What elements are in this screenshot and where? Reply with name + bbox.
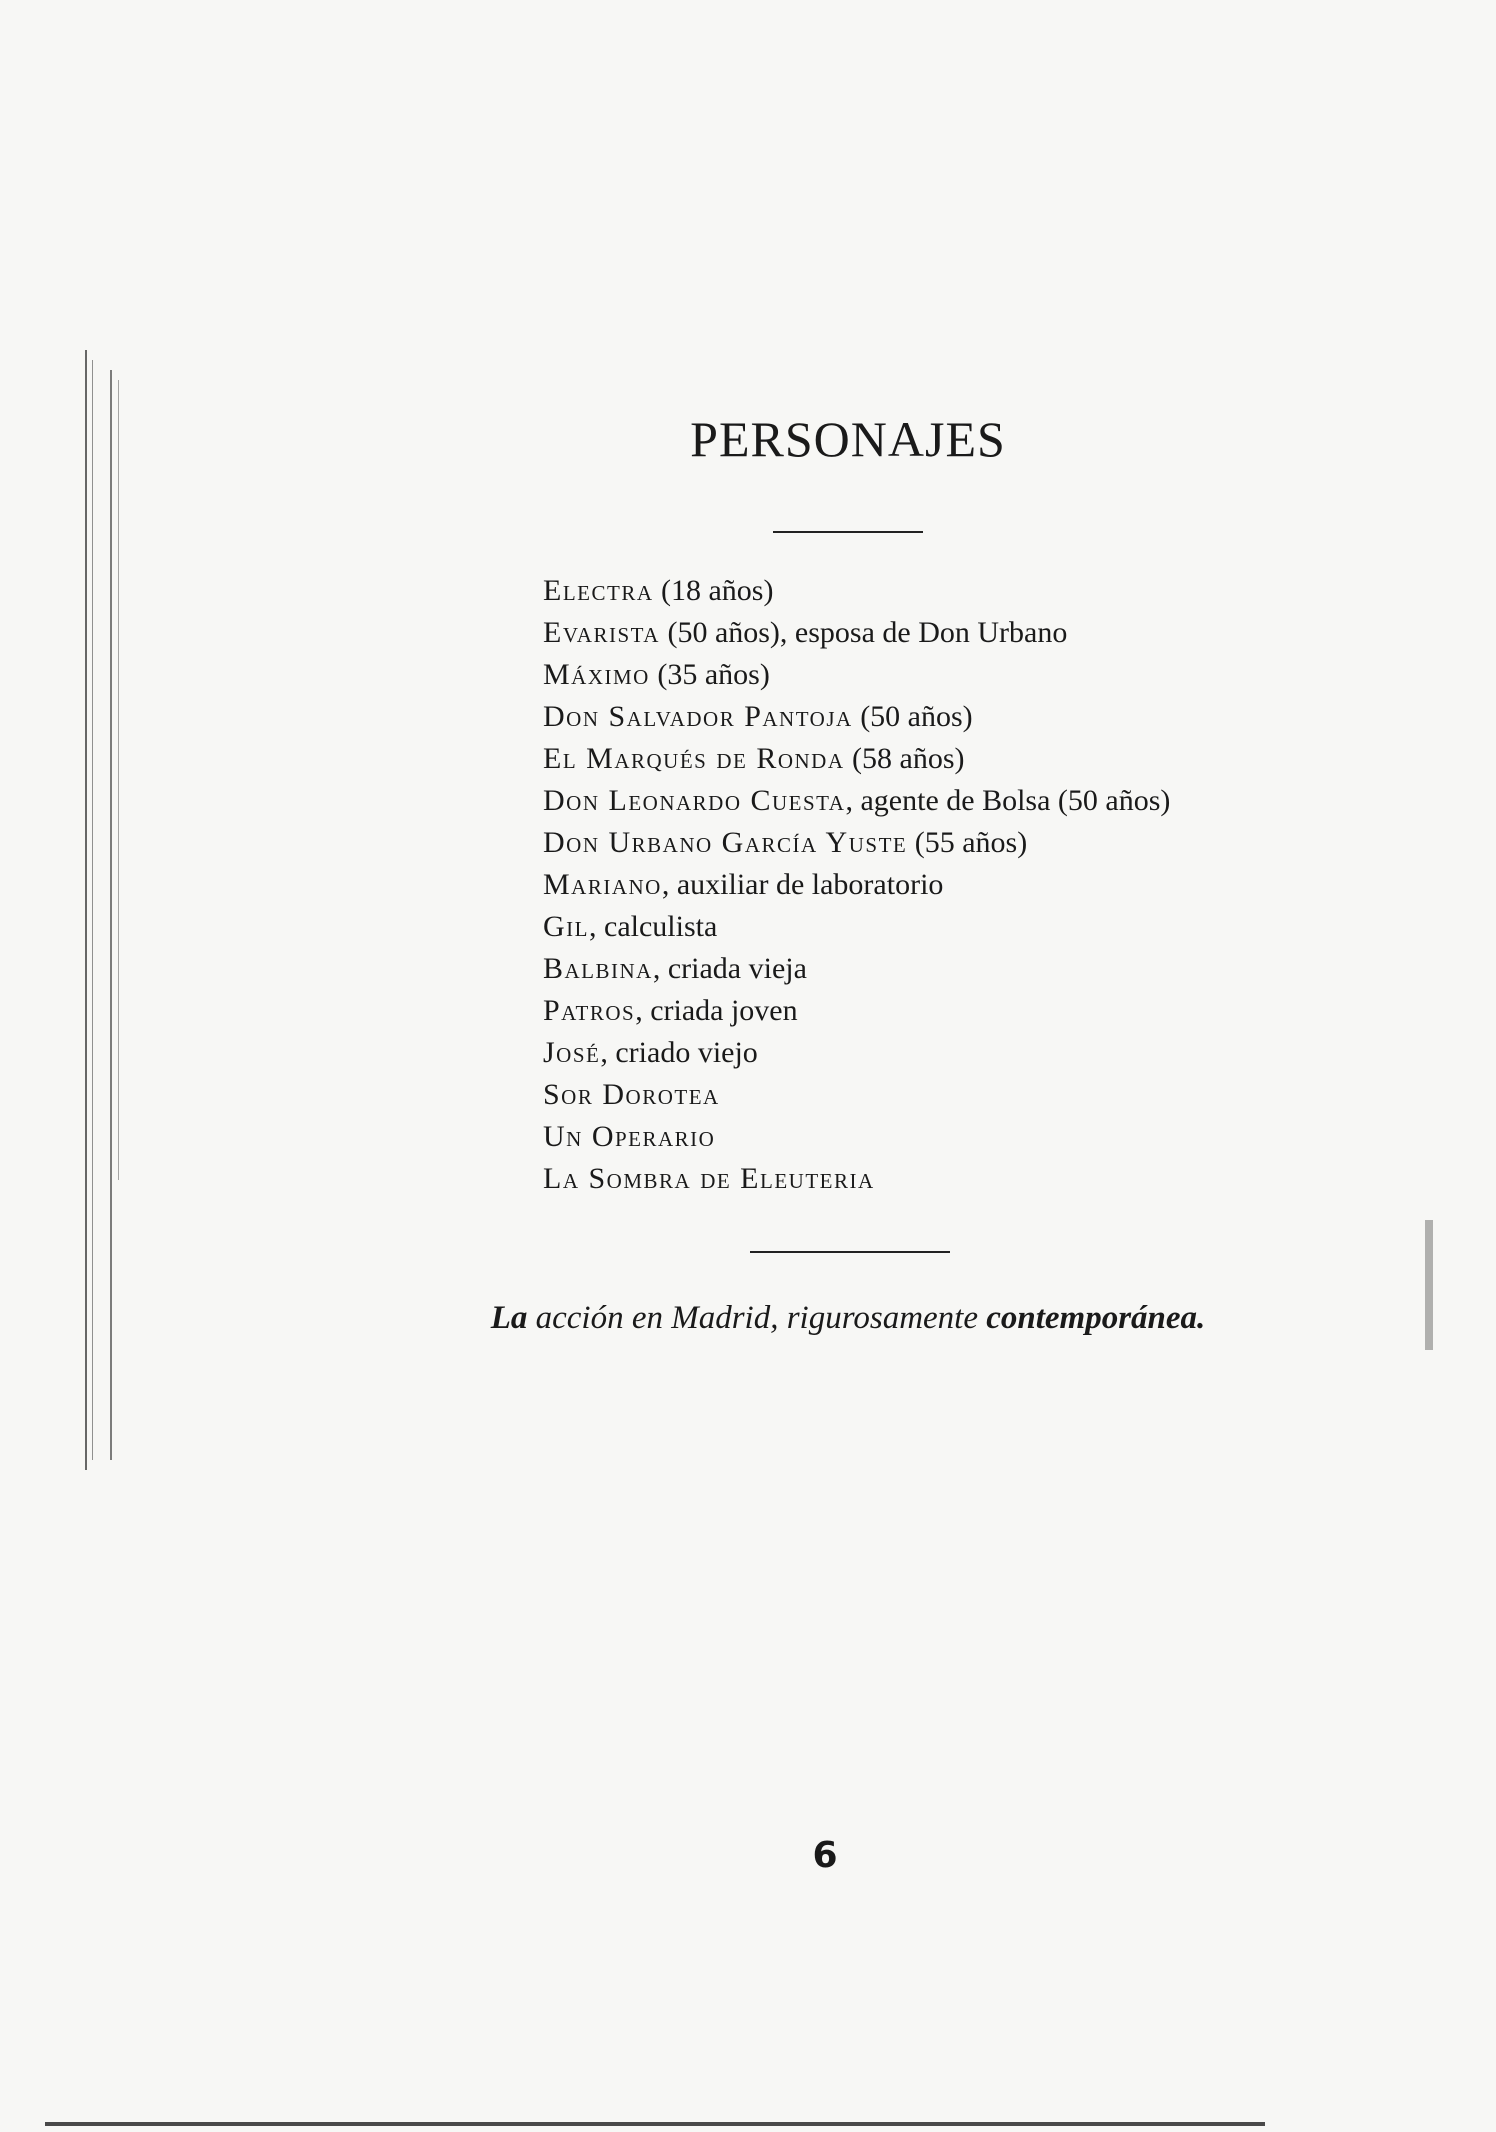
character-detail: , criado viejo	[600, 1036, 758, 1069]
cast-item	[543, 1116, 1443, 1158]
character-detail: (55 años)	[907, 826, 1028, 859]
character-detail: , auxiliar de laboratorio	[661, 868, 944, 901]
cast-item	[543, 1158, 1443, 1200]
character-name: El Marqués de Ronda	[543, 742, 845, 775]
bottom-edge-shadow	[45, 2122, 1265, 2126]
cast-item	[543, 654, 1443, 696]
character-detail: , agente de Bolsa (50 años)	[845, 784, 1171, 817]
character-detail: , criada joven	[635, 994, 798, 1027]
character-detail: (18 años)	[653, 574, 774, 607]
character-detail: (35 años)	[649, 658, 770, 691]
cast-item	[543, 864, 1443, 906]
character-name: Patros	[543, 994, 636, 1027]
character-name: Sor Dorotea	[543, 1078, 720, 1111]
cast-item	[543, 1032, 1443, 1074]
character-detail: , calculista	[589, 910, 718, 943]
cast-item	[543, 612, 1443, 654]
page-number: 6	[812, 1835, 838, 1876]
binding-edge-line	[118, 380, 119, 1180]
cast-item	[543, 738, 1443, 780]
character-name: Evarista	[543, 616, 660, 649]
setting-note	[0, 1300, 1496, 1337]
character-name: Don Leonardo Cuesta	[543, 784, 846, 817]
character-name: Mariano	[543, 868, 662, 901]
cast-item	[543, 990, 1443, 1032]
setting-note-middle: acción en Madrid, rigurosamente	[527, 1300, 987, 1336]
cast-list	[543, 570, 1443, 1200]
character-name: Gil	[543, 910, 589, 943]
setting-note-end: contemporánea.	[986, 1300, 1206, 1336]
top-divider	[773, 531, 923, 533]
cast-item	[543, 780, 1443, 822]
character-name: Don Urbano García Yuste	[543, 826, 908, 859]
character-name: La Sombra de Eleuteria	[543, 1162, 875, 1195]
character-name: Balbina	[543, 952, 653, 985]
character-detail: (50 años)	[852, 700, 973, 733]
character-name: Un Operario	[543, 1120, 716, 1153]
character-name: Máximo	[543, 658, 650, 691]
bottom-divider	[750, 1251, 950, 1253]
character-detail: (50 años), esposa de Don Urbano	[659, 616, 1068, 649]
binding-edge-line	[92, 360, 93, 1460]
cast-item	[543, 1074, 1443, 1116]
character-detail: (58 años)	[844, 742, 965, 775]
character-name: Don Salvador Pantoja	[543, 700, 853, 733]
character-name: José	[543, 1036, 601, 1069]
character-detail: , criada vieja	[652, 952, 807, 985]
setting-note-start: La	[490, 1300, 528, 1336]
cast-item	[543, 570, 1443, 612]
character-name: Electra	[543, 574, 654, 607]
cast-item	[543, 906, 1443, 948]
page-title: PERSONAJES	[690, 411, 1006, 467]
cast-item	[543, 696, 1443, 738]
cast-item	[543, 822, 1443, 864]
binding-edge-line	[110, 370, 112, 1460]
cast-item	[543, 948, 1443, 990]
